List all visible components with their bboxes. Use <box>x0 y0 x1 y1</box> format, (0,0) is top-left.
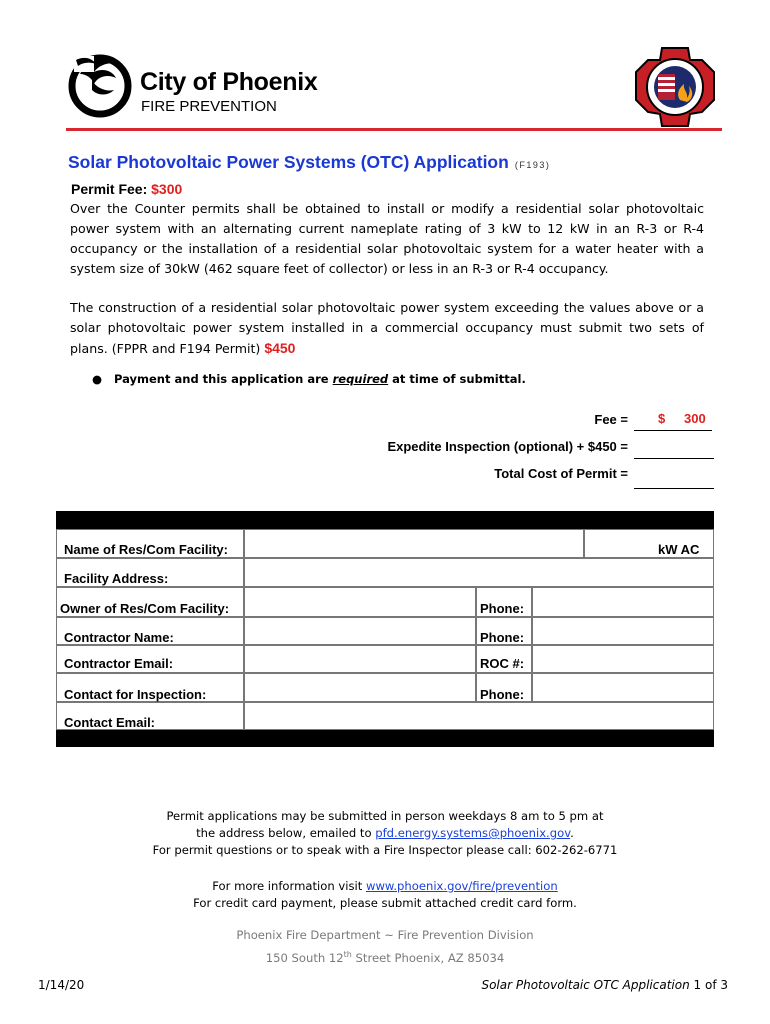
fire-department-seal-icon <box>632 44 718 130</box>
submission-info <box>0 808 770 859</box>
submission-line-2 <box>0 825 770 842</box>
contact-email-label: Contact Email: <box>64 715 156 730</box>
department-line: Phoenix Fire Department ~ Fire Prevention Division <box>236 928 534 942</box>
owner-field[interactable] <box>244 587 476 617</box>
payment-notice-before: Payment and this application are <box>114 372 333 386</box>
application-form <box>56 511 714 747</box>
total-field[interactable] <box>634 470 714 489</box>
revision-date: 1/14/20 <box>38 978 85 992</box>
brand-name: City of Phoenix <box>140 68 318 96</box>
owner-phone-label: Phone: <box>480 601 525 616</box>
address-line <box>0 945 770 968</box>
document-name: Solar Photovoltaic OTC Application <box>481 978 690 992</box>
fee-label: Fee = <box>594 412 628 427</box>
fee-field[interactable] <box>634 410 712 431</box>
facility-address-label: Facility Address: <box>64 571 169 586</box>
bullet-icon: ● <box>92 372 103 386</box>
credit-card-line: For credit card payment, please submit attached credit card form. <box>193 896 577 910</box>
permit-fee-amount: $300 <box>151 181 183 197</box>
payment-notice <box>92 372 526 386</box>
contractor-name-label: Contractor Name: <box>64 630 174 645</box>
address-before: 150 South 12 <box>265 950 344 965</box>
submission-line-2-after: . <box>570 826 574 840</box>
contractor-name-field[interactable] <box>244 617 476 645</box>
contact-phone-field[interactable] <box>532 673 714 702</box>
expedite-label: Expedite Inspection (optional) + $450 = <box>387 439 628 454</box>
otc-description: Over the Counter permits shall be obtained to install or modify a residential solar photovoltaic power system with an alternating current nameplate rating of 3 kW to 12 kW in an R-3 or R-4 occupancy or the installation of a residential solar photovoltaic system for a water heater with a system size of 30kW (462 square feet of collector) or less in an R-3 or R-4 occupancy. <box>70 201 704 276</box>
phoenix-bird-icon <box>66 50 134 118</box>
submission-line-3: For permit questions or to speak with a Fire Inspector please call: 602-262-6771 <box>152 843 618 857</box>
roc-label: ROC #: <box>480 656 525 671</box>
facility-name-label: Name of Res/Com Facility: <box>64 542 228 557</box>
address-after: Street Phoenix, AZ 85034 <box>351 950 505 965</box>
contact-phone-label: Phone: <box>480 687 525 702</box>
payment-notice-after: at time of submittal. <box>388 372 526 386</box>
owner-label: Owner of Res/Com Facility: <box>60 601 230 616</box>
page-number: 1 of 3 <box>693 978 728 992</box>
submission-line-1: Permit applications may be submitted in person weekdays 8 am to 5 pm at <box>166 809 604 823</box>
kw-ac-label: kW AC <box>658 542 700 557</box>
plan-review-text: The construction of a residential solar photovoltaic power system exceeding the values above or a solar photovoltaic power system installed in a commercial occupancy must submit two sets of plans. (FPPR and F194 Permit) <box>70 300 704 356</box>
fee-currency: $ <box>658 411 666 426</box>
contractor-phone-field[interactable] <box>532 617 714 645</box>
page-title <box>68 152 550 173</box>
payment-notice-emphasis: required <box>332 372 389 386</box>
roc-field[interactable] <box>532 645 714 673</box>
form-footer-bar <box>56 730 714 747</box>
title-text: Solar Photovoltaic Power Systems (OTC) Application <box>68 152 509 172</box>
header-divider <box>66 128 722 131</box>
more-info-before: For more information visit <box>212 879 366 893</box>
form-header-bar <box>56 511 714 529</box>
page-footer <box>481 978 728 992</box>
permit-fee-label: Permit Fee: <box>71 181 148 197</box>
total-label: Total Cost of Permit = <box>494 466 628 481</box>
plan-review-description <box>70 298 704 359</box>
contractor-phone-label: Phone: <box>480 630 525 645</box>
contractor-email-label: Contractor Email: <box>64 656 174 671</box>
contractor-email-field[interactable] <box>244 645 476 673</box>
plan-review-amount: $450 <box>264 340 296 356</box>
website-link[interactable]: www.phoenix.gov/fire/prevention <box>365 879 558 893</box>
more-info-line <box>0 878 770 895</box>
form-code: (F193) <box>514 160 551 170</box>
submission-line-2-before: the address below, emailed to <box>196 826 376 840</box>
expedite-field[interactable] <box>634 440 714 459</box>
owner-phone-field[interactable] <box>532 587 714 617</box>
email-link[interactable]: pfd.energy.systems@phoenix.gov <box>375 826 571 840</box>
contact-email-field[interactable] <box>244 702 714 730</box>
facility-name-field[interactable] <box>244 529 584 558</box>
address-sup: th <box>343 950 352 959</box>
department-address <box>0 926 770 968</box>
facility-address-field[interactable] <box>244 558 714 587</box>
contact-label: Contact for Inspection: <box>64 687 207 702</box>
permit-fee-line <box>71 181 182 197</box>
contact-field[interactable] <box>244 673 476 702</box>
fee-value: 300 <box>684 411 706 426</box>
brand-subtitle: FIRE PREVENTION <box>141 98 277 115</box>
more-info <box>0 878 770 912</box>
